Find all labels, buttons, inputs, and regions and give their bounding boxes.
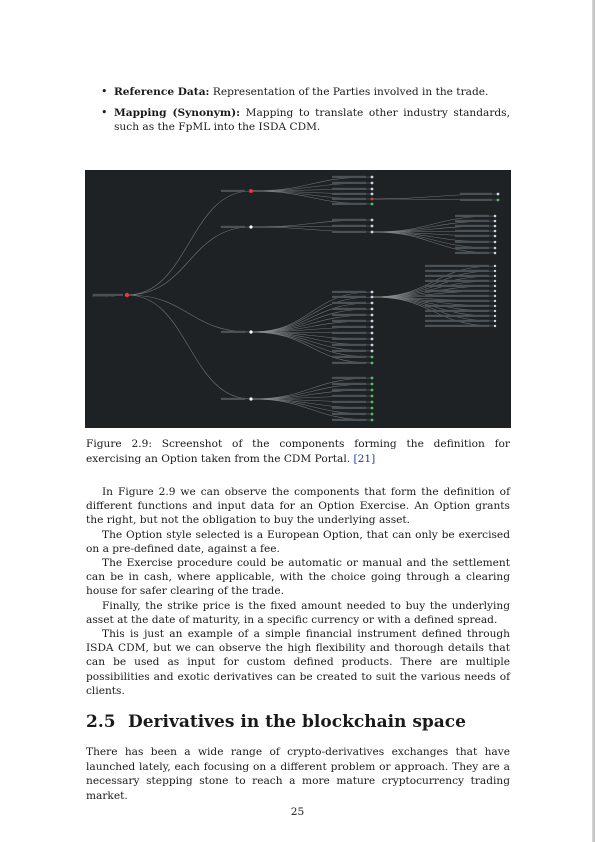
branch-node-label [221,190,245,192]
leaf-node-label [425,280,489,282]
leaf-node-label [332,407,366,409]
leaf-node-label [332,362,366,364]
bullet-term: Mapping (Synonym): [114,106,241,119]
leaf-node-label [332,314,366,316]
leaf-node [371,176,374,179]
leaf-node-label [455,215,489,217]
leaf-node [497,193,500,196]
leaf-node [371,225,374,228]
leaf-node-label [332,198,366,200]
leaf-node-label [425,305,489,307]
leaf-node [371,219,374,222]
leaf-node [371,193,374,196]
leaf-node [494,315,496,317]
leaf-node [371,401,374,404]
paragraph: The Option style selected is a European Option, that can only be exercised on a pre-defined date, against a fee. [86,528,510,555]
leaf-node [494,295,496,297]
caption-label: Figure 2.9: [86,438,152,450]
bullet-text: Mapping to translate other industry standards, such as the FpML into the ISDA CDM. [114,106,510,133]
leaf-node-label [332,225,366,227]
cdm-portal-screenshot [85,170,511,428]
paragraph: The Exercise procedure could be automatic or manual and the settlement can be in cash, where applicable, with the choice going through a clearing house for safer clearing of the trade. [86,557,510,598]
leaf-node [371,332,374,335]
leaf-node [371,231,374,234]
branch-node [249,330,252,333]
leaf-node-label [332,383,366,385]
leaf-node [371,296,374,299]
leaf-node [494,215,497,218]
leaf-node [494,285,496,287]
leaf-node-label [425,270,489,272]
paragraph: In Figure 2.9 we can observe the components that form the definition of different functions and input data for an Option Exercise. An Option grants the right, but not the obligation to buy the underlying asset. [86,486,510,527]
leaf-node [494,290,496,292]
leaf-node [371,356,374,359]
leaf-node [371,198,374,201]
leaf-node [494,220,497,223]
tree-edge [127,227,251,295]
section-number: 2.5 [86,712,116,732]
leaf-node [497,199,500,202]
tree-edge [127,295,251,332]
leaf-node [371,362,374,365]
leaf-node-label [425,300,489,302]
leaf-node-label [425,315,489,317]
tree-edge [127,191,251,295]
bullet-mapping [86,106,510,135]
leaf-node [494,235,497,238]
branch-node-label [221,398,245,400]
leaf-node-label [332,231,366,233]
caption-text: Screenshot of the components forming the definition for exercising an Option taken from the CDM Portal. [86,438,511,465]
leaf-node [371,389,374,392]
leaf-node [494,280,496,282]
leaf-node [371,320,374,323]
leaf-node-label [425,285,489,287]
leaf-node-label [425,275,489,277]
leaf-node-label [332,308,366,310]
leaf-node-label [332,395,366,397]
branch-node [249,189,253,193]
leaf-node [371,308,374,311]
leaf-node [494,225,497,228]
leaf-node [371,395,374,398]
leaf-node [494,265,496,267]
leaf-node-label [332,332,366,334]
leaf-node-label [332,296,366,298]
bullet-reference-data [86,85,510,100]
tree-edge [372,232,495,248]
section-heading [86,712,510,732]
leaf-node [371,383,374,386]
leaf-node [494,247,497,250]
leaf-node [494,300,496,302]
leaf-node-label [425,320,489,322]
leaf-node-label [460,193,492,195]
leaf-node [371,407,374,410]
leaf-node-label [332,389,366,391]
leaf-node [371,350,374,353]
leaf-node-label [425,310,489,312]
leaf-node [494,325,496,327]
leaf-node [371,419,374,422]
leaf-node-label [332,193,366,195]
leaf-node-label [332,203,366,205]
leaf-node-label [332,356,366,358]
leaf-node-label [425,295,489,297]
leaf-node [371,291,374,294]
leaf-node [494,310,496,312]
leaf-node [371,326,374,329]
leaf-node-label [332,413,366,415]
bullet-text: Representation of the Parties involved in the trade. [209,86,489,98]
leaf-node-label [332,176,366,178]
leaf-node-label [455,230,489,232]
leaf-node [371,188,374,191]
tree-edge [127,295,251,399]
body-text [86,485,510,698]
leaf-node [371,377,374,380]
tree-edge [251,332,372,363]
leaf-node-label [332,350,366,352]
root-node [125,293,129,297]
leaf-node-label [455,247,489,249]
bullet-list [86,85,510,141]
leaf-node [494,320,496,322]
leaf-node [494,275,496,277]
figure-caption [86,437,510,466]
branch-node [249,397,252,400]
paragraph: This is just an example of a simple financial instrument defined through ISDA CDM, but we can observe the high flexibility and thorough details that can be used as input for custom defined products. There are multiple possibilities and exotic derivatives can be created to suit the various needs of clients. [86,628,510,697]
leaf-node-label [425,290,489,292]
leaf-node-label [332,219,366,221]
leaf-node [371,314,374,317]
root-node-label [93,294,123,296]
leaf-node-label [455,225,489,227]
leaf-node-label [332,182,366,184]
branch-node-label [221,226,245,228]
leaf-node-label [332,401,366,403]
tree-edge [251,332,372,351]
leaf-node [371,182,374,185]
citation-link[interactable]: [21] [353,452,376,465]
leaf-node-label [332,344,366,346]
leaf-node-label [332,291,366,293]
leaf-node [494,270,496,272]
branch-node [249,225,252,228]
bullet-term: Reference Data: [114,86,210,98]
leaf-node [371,203,374,206]
leaf-node-label [425,265,489,267]
leaf-node-label [455,220,489,222]
leaf-node [371,302,374,305]
leaf-node-label [332,419,366,421]
option-exercise-tree-diagram [85,170,511,428]
leaf-node-label [425,325,489,327]
section-title: Derivatives in the blockchain space [128,712,466,732]
section-paragraph: There has been a wide range of crypto-derivatives exchanges that have launched lately, each focusing on a different problem or approach. They are a necessary stepping stone to reach a more mature cryptocurrency trading market. [86,746,510,802]
branch-node-label [221,331,245,333]
leaf-node-label [332,188,366,190]
leaf-node-label [332,302,366,304]
tree-edge [372,281,495,297]
leaf-node-label [455,252,489,254]
leaf-node-label [332,326,366,328]
leaf-node [494,305,496,307]
leaf-node [494,252,497,255]
leaf-node [494,230,497,233]
leaf-node [371,413,374,416]
tree-edge [372,216,495,232]
paragraph: Finally, the strike price is the fixed amount needed to buy the underlying asset at the date of maturity, in a specific currency or with a defined spread. [86,599,510,626]
leaf-node [494,241,497,244]
leaf-node [371,338,374,341]
leaf-node-label [332,320,366,322]
leaf-node [371,344,374,347]
leaf-node-label [455,235,489,237]
leaf-node-label [455,241,489,243]
page-number: 25 [290,806,305,818]
leaf-node-label [332,338,366,340]
leaf-node-label [460,199,492,201]
leaf-node-label [332,377,366,379]
